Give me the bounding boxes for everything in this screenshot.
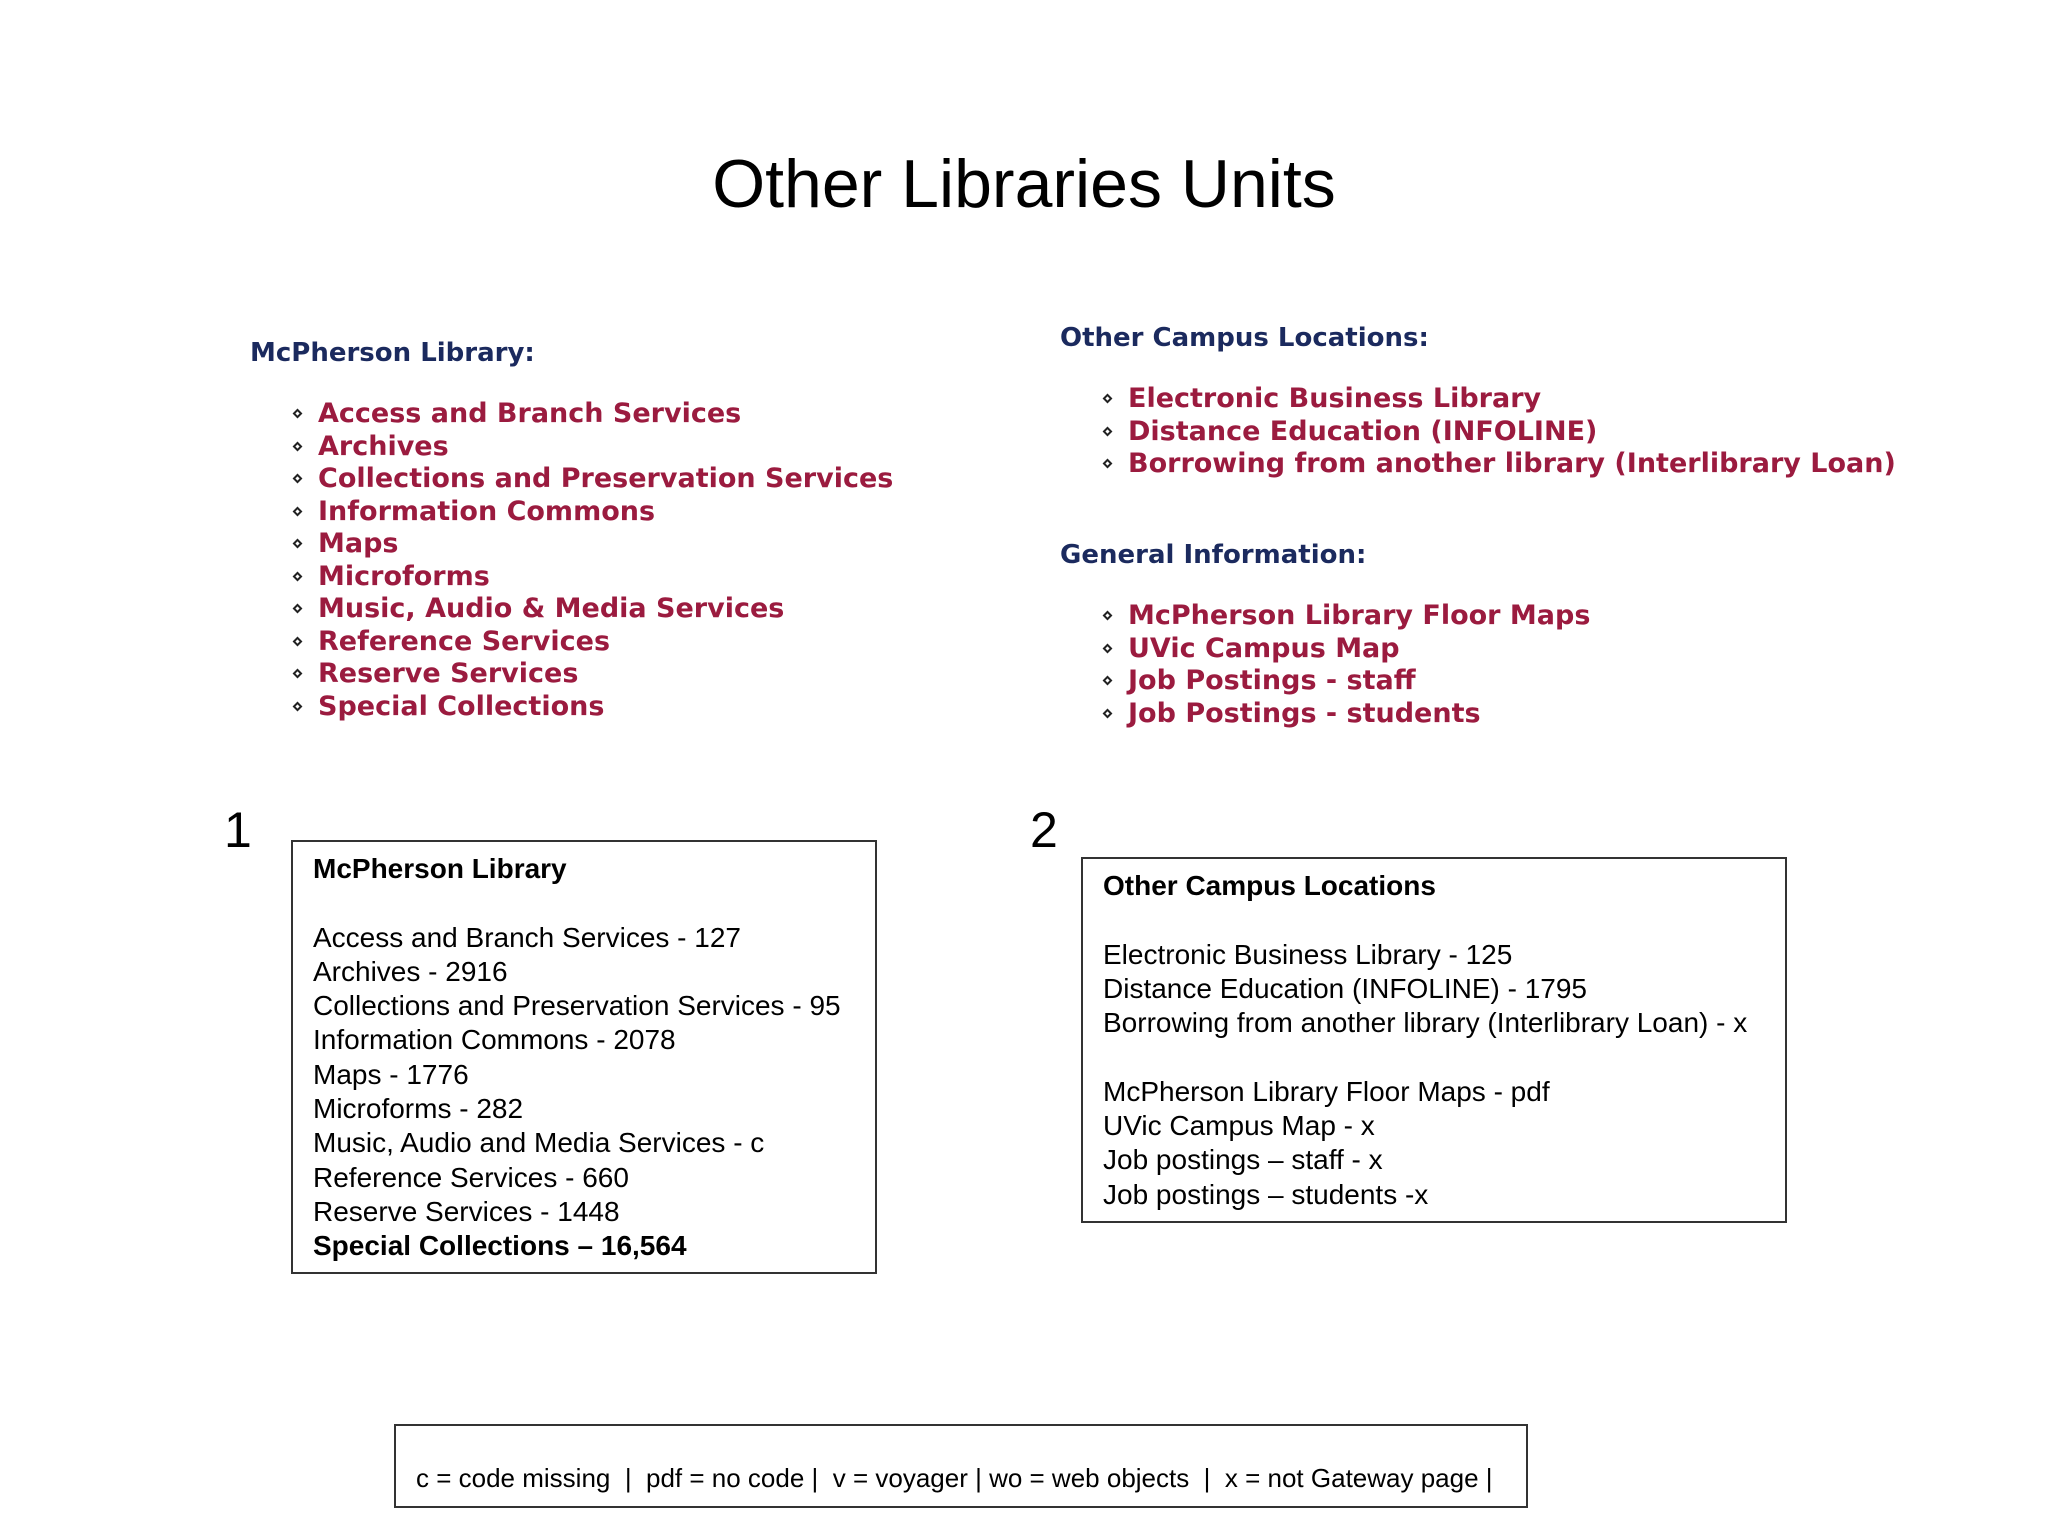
general-info-link[interactable]: Job Postings - staff bbox=[1102, 665, 1590, 698]
diamond-bullet-icon bbox=[293, 441, 303, 451]
box-1-line: Reference Services - 660 bbox=[313, 1161, 629, 1193]
box-1-line: Archives - 2916 bbox=[313, 955, 508, 987]
mcpherson-link[interactable]: Music, Audio & Media Services bbox=[292, 593, 893, 626]
box-1-line: Microforms - 282 bbox=[313, 1093, 524, 1125]
box-1-line: Maps - 1776 bbox=[313, 1058, 469, 1090]
box-1-last-line: Special Collections – 16,564 bbox=[313, 1230, 687, 1262]
other-campus-link-list bbox=[1102, 383, 1896, 481]
diamond-bullet-icon bbox=[293, 539, 303, 549]
box-1-number: 1 bbox=[224, 802, 252, 858]
general-info-link[interactable]: Job Postings - students bbox=[1102, 698, 1590, 731]
other-campus-link[interactable]: Distance Education (INFOLINE) bbox=[1102, 416, 1896, 449]
diamond-bullet-icon bbox=[293, 506, 303, 516]
mcpherson-link[interactable]: Information Commons bbox=[292, 496, 893, 529]
diamond-bullet-icon bbox=[293, 604, 303, 614]
mcpherson-summary-box bbox=[291, 840, 877, 1274]
diamond-bullet-icon bbox=[1103, 611, 1113, 621]
diamond-bullet-icon bbox=[293, 474, 303, 484]
mcpherson-link[interactable]: Collections and Preservation Services bbox=[292, 463, 893, 496]
diamond-bullet-icon bbox=[1103, 708, 1113, 718]
diamond-bullet-icon bbox=[293, 571, 303, 581]
legend-text: c = code missing | pdf = no code | v = voyager | wo = web objects | x = not Gateway page | bbox=[416, 1463, 1493, 1493]
box-1-heading: McPherson Library bbox=[313, 853, 567, 884]
box-2-line: Distance Education (INFOLINE) - 1795 bbox=[1103, 972, 1587, 1004]
general-info-link-list bbox=[1102, 600, 1590, 730]
box-2-number: 2 bbox=[1030, 802, 1058, 858]
box-2-heading: Other Campus Locations bbox=[1103, 870, 1436, 901]
mcpherson-link[interactable]: Microforms bbox=[292, 561, 893, 594]
mcpherson-link[interactable]: Maps bbox=[292, 528, 893, 561]
other-campus-web-section bbox=[1060, 325, 1896, 481]
legend-box bbox=[394, 1424, 1528, 1508]
box-1-line: Information Commons - 2078 bbox=[313, 1024, 676, 1056]
mcpherson-link[interactable]: Special Collections bbox=[292, 691, 893, 724]
box-2-line: UVic Campus Map - x bbox=[1103, 1110, 1375, 1142]
box-1-line: Music, Audio and Media Services - c bbox=[313, 1127, 765, 1159]
general-info-link[interactable]: McPherson Library Floor Maps bbox=[1102, 600, 1590, 633]
general-info-web-section bbox=[1060, 542, 1590, 730]
box-2-line: Job postings – staff - x bbox=[1103, 1144, 1383, 1176]
diamond-bullet-icon bbox=[293, 669, 303, 679]
slide-title: Other Libraries Units bbox=[712, 146, 1336, 222]
diamond-bullet-icon bbox=[1103, 426, 1113, 436]
box-1-line: Collections and Preservation Services - 95 bbox=[313, 990, 841, 1022]
other-campus-summary-box bbox=[1081, 857, 1787, 1223]
mcpherson-link[interactable]: Reference Services bbox=[292, 626, 893, 659]
general-info-heading: General Information: bbox=[1060, 540, 1367, 570]
general-info-link[interactable]: UVic Campus Map bbox=[1102, 633, 1590, 666]
other-campus-link[interactable]: Electronic Business Library bbox=[1102, 383, 1896, 416]
box-2-line: McPherson Library Floor Maps - pdf bbox=[1103, 1075, 1550, 1107]
mcpherson-link-list bbox=[292, 398, 893, 723]
diamond-bullet-icon bbox=[1103, 643, 1113, 653]
box-2-line: Borrowing from another library (Interlibrary Loan) - x bbox=[1103, 1007, 1748, 1039]
mcpherson-link[interactable]: Reserve Services bbox=[292, 658, 893, 691]
mcpherson-link[interactable]: Archives bbox=[292, 431, 893, 464]
mcpherson-link[interactable]: Access and Branch Services bbox=[292, 398, 893, 431]
diamond-bullet-icon bbox=[293, 409, 303, 419]
diamond-bullet-icon bbox=[293, 636, 303, 646]
box-1-line: Access and Branch Services - 127 bbox=[313, 921, 741, 953]
mcpherson-heading: McPherson Library: bbox=[250, 338, 535, 368]
diamond-bullet-icon bbox=[1103, 459, 1113, 469]
diamond-bullet-icon bbox=[1103, 676, 1113, 686]
diamond-bullet-icon bbox=[293, 701, 303, 711]
box-2-line: Electronic Business Library - 125 bbox=[1103, 938, 1513, 970]
diamond-bullet-icon bbox=[1103, 394, 1113, 404]
box-1-line: Reserve Services - 1448 bbox=[313, 1195, 620, 1227]
other-campus-heading: Other Campus Locations: bbox=[1060, 323, 1429, 353]
mcpherson-web-section bbox=[250, 340, 893, 723]
box-2-line: Job postings – students -x bbox=[1103, 1178, 1429, 1210]
other-campus-link[interactable]: Borrowing from another library (Interlibrary Loan) bbox=[1102, 448, 1896, 481]
